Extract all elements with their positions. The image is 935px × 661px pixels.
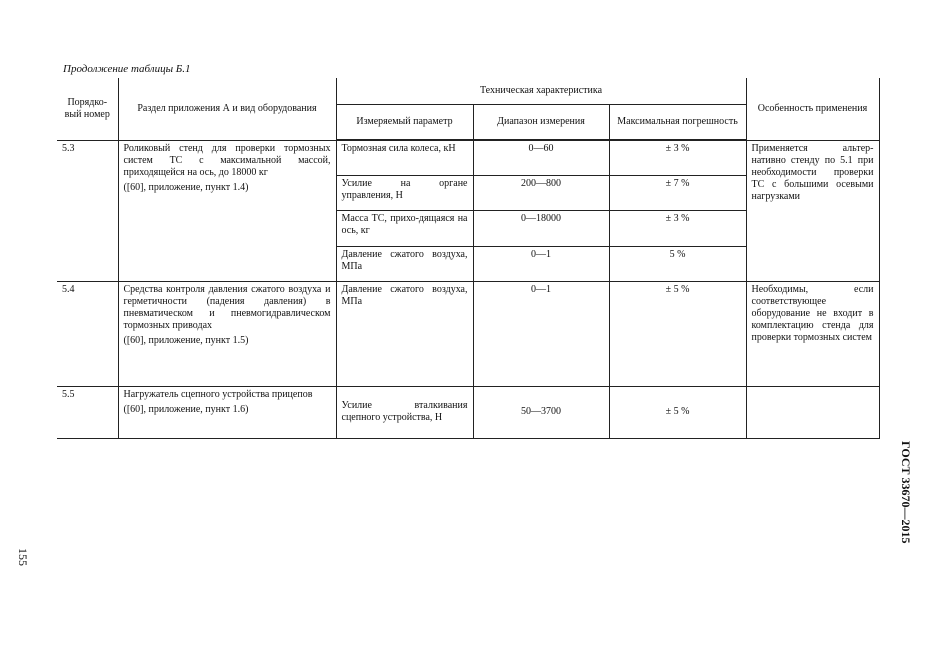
table-row: [57, 140, 879, 175]
row-number: 5.3: [57, 140, 118, 281]
range-cell: 0—60: [473, 140, 609, 175]
row-reference: ([60], приложение, пункт 1.6): [123, 403, 249, 415]
equipment-table: [57, 78, 880, 439]
row-desc-text: Нагружатель сцепного устройства прицепов: [123, 388, 313, 400]
row-desc-text: Средства контроля давления сжатого воздуха и герметичности (падения давления) в пневматическом и пневмогидравлическом тормозных приводах: [123, 283, 331, 331]
document-title: ГОСТ 33670—2015: [899, 441, 913, 544]
param-cell: Масса ТС, прихо-дящаяся на ось, кг: [336, 210, 473, 246]
error-cell: ± 5 %: [609, 386, 746, 438]
table-row: [57, 281, 879, 386]
row-number: 5.4: [57, 281, 118, 386]
feature-cell: Необходимы, если соответствующее оборудование не входит в комплектацию стенда для проверки тормозных систем: [746, 281, 879, 386]
header-section: Раздел приложения А и вид оборудования: [118, 78, 336, 140]
feature-cell: [746, 386, 879, 438]
table-row: [57, 386, 879, 438]
error-cell: ± 7 %: [609, 175, 746, 210]
range-cell: 0—18000: [473, 210, 609, 246]
param-cell: Давление сжатого воздуха, МПа: [336, 281, 473, 386]
row-description: [118, 386, 336, 438]
header-feature: Особенность применения: [746, 78, 879, 140]
param-cell: Усилие вталкивания сцепного устройства, Н: [336, 386, 473, 438]
range-cell: 0—1: [473, 246, 609, 281]
header-tech: Техническая характеристика: [336, 78, 746, 104]
page-number: 155: [16, 548, 30, 566]
error-cell: 5 %: [609, 246, 746, 281]
row-number: 5.5: [57, 386, 118, 438]
range-cell: 0—1: [473, 281, 609, 386]
param-cell: Усилие на органе управления, Н: [336, 175, 473, 210]
range-cell: 50—3700: [473, 386, 609, 438]
header-error: Максимальная погрешность: [609, 104, 746, 140]
row-reference: ([60], приложение, пункт 1.4): [123, 181, 249, 193]
row-desc-text: Роликовый стенд для проверки тормозных систем ТС с максимальной массой, приходящейся на ось, до 18000 кг: [123, 142, 331, 178]
range-cell: 200—800: [473, 175, 609, 210]
row-reference: ([60], приложение, пункт 1.5): [123, 334, 249, 346]
param-cell: Давление сжатого воздуха, МПа: [336, 246, 473, 281]
row-description: [118, 281, 336, 386]
table-caption: Продолжение таблицы Б.1: [63, 63, 191, 75]
header-range: Диапазон измерения: [473, 104, 609, 140]
param-cell: Тормозная сила колеса, кН: [336, 140, 473, 175]
error-cell: ± 5 %: [609, 281, 746, 386]
error-cell: ± 3 %: [609, 140, 746, 175]
row-description: [118, 140, 336, 281]
feature-cell: Применяется альтер-нативно стенду по 5.1 при необходимости проверки ТС с большими осевыми нагрузками: [746, 140, 879, 281]
header-num: Порядко-вый номер: [57, 78, 118, 140]
header-param: Измеряемый параметр: [336, 104, 473, 140]
error-cell: ± 3 %: [609, 210, 746, 246]
